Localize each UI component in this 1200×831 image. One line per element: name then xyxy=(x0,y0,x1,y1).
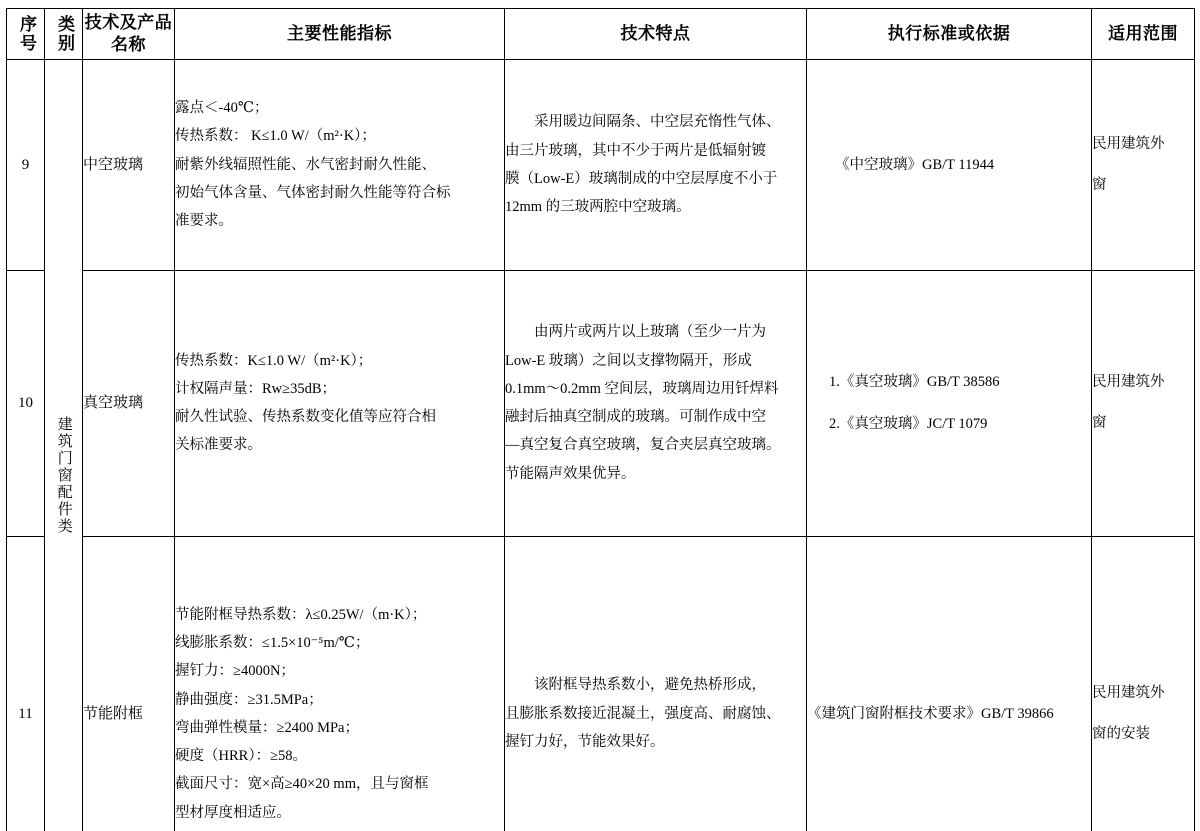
column-header-performance: 主要性能指标 xyxy=(175,9,505,60)
cell-standard xyxy=(807,536,1092,831)
column-header-category: 类别 xyxy=(45,9,83,60)
performance-line: 型材厚度相适应。 xyxy=(175,799,504,827)
cell-scope xyxy=(1092,536,1195,831)
standard-line: 1.《真空玻璃》GB/T 38586 xyxy=(829,368,1091,396)
performance-line: 截面尺寸：宽×高≥40×20 mm，且与窗框 xyxy=(175,770,504,798)
feature-line: 该附框导热系数小，避免热桥形成， xyxy=(505,671,806,699)
cell-scope xyxy=(1092,270,1195,536)
feature-line: 膜（Low-E）玻璃制成的中空层厚度不小于 xyxy=(505,165,806,193)
performance-line: 静曲强度：≥31.5MPa； xyxy=(175,686,504,714)
performance-line: 初始气体含量、气体密封耐久性能等符合标 xyxy=(175,179,504,207)
scope-line: 窗的安装 xyxy=(1092,721,1194,748)
performance-line: 传热系数：K≤1.0 W/（m²·K）； xyxy=(175,347,504,375)
cell-standard xyxy=(807,60,1092,271)
feature-line: 由三片玻璃，其中不少于两片是低辐射镀 xyxy=(505,137,806,165)
specification-table xyxy=(6,8,1195,831)
feature-line: 12mm 的三玻两腔中空玻璃。 xyxy=(505,193,806,221)
scope-line: 窗 xyxy=(1092,410,1194,437)
performance-line: 传热系数： K≤1.0 W/（m²·K）； xyxy=(175,122,504,150)
table-header xyxy=(7,9,1195,60)
performance-line: 耐紫外线辐照性能、水气密封耐久性能、 xyxy=(175,151,504,179)
cell-seq: 10 xyxy=(7,270,45,536)
cell-standard xyxy=(807,270,1092,536)
cell-features xyxy=(505,536,807,831)
cell-scope xyxy=(1092,60,1195,271)
feature-line: 采用暖边间隔条、中空层充惰性气体、 xyxy=(505,108,806,136)
column-header-features: 技术特点 xyxy=(505,9,807,60)
feature-line: 且膨胀系数接近混凝土，强度高、耐腐蚀、 xyxy=(505,700,806,728)
cell-performance xyxy=(175,270,505,536)
cell-performance xyxy=(175,536,505,831)
cell-performance xyxy=(175,60,505,271)
scope-line: 民用建筑外 xyxy=(1092,680,1194,707)
column-header-seq: 序号 xyxy=(7,9,45,60)
performance-line: 节能附框导热系数：λ≤0.25W/（m·K）； xyxy=(175,601,504,629)
table-body xyxy=(7,60,1195,831)
performance-line: 弯曲弹性模量：≥2400 MPa； xyxy=(175,714,504,742)
feature-line: 节能隔声效果优异。 xyxy=(505,460,806,488)
cell-seq: 9 xyxy=(7,60,45,271)
cell-features xyxy=(505,270,807,536)
column-header-scope: 适用范围 xyxy=(1092,9,1195,60)
performance-line: 握钉力：≥4000N； xyxy=(175,657,504,685)
scope-line: 民用建筑外 xyxy=(1092,369,1194,396)
standard-line: 2.《真空玻璃》JC/T 1079 xyxy=(829,410,1091,438)
performance-line: 耐久性试验、传热系数变化值等应符合相 xyxy=(175,403,504,431)
feature-line: 由两片或两片以上玻璃（至少一片为 xyxy=(505,318,806,346)
performance-line: 关标准要求。 xyxy=(175,431,504,459)
feature-line: 0.1mm～0.2mm 空间层，玻璃周边用钎焊料 xyxy=(505,375,806,403)
scope-line: 窗 xyxy=(1092,172,1194,199)
standard-line: 《建筑门窗附框技术要求》GB/T 39866 xyxy=(807,700,1091,728)
cell-category: 建筑门窗配件类 xyxy=(45,60,83,831)
scope-line: 民用建筑外 xyxy=(1092,131,1194,158)
performance-line: 露点＜-40℃； xyxy=(175,94,504,122)
table-row xyxy=(7,270,1195,536)
feature-line: 融封后抽真空制成的玻璃。可制作成中空 xyxy=(505,403,806,431)
column-header-standard: 执行标准或依据 xyxy=(807,9,1092,60)
performance-line: 准要求。 xyxy=(175,207,504,235)
table-header-row xyxy=(7,9,1195,60)
performance-line: 硬度（HRR）：≥58。 xyxy=(175,742,504,770)
cell-seq: 11 xyxy=(7,536,45,831)
feature-line: 握钉力好，节能效果好。 xyxy=(505,728,806,756)
standard-line: 《中空玻璃》GB/T 11944 xyxy=(835,151,1091,179)
column-header-name: 技术及产品名称 xyxy=(83,9,175,60)
table-row xyxy=(7,536,1195,831)
cell-product-name: 节能附框 xyxy=(83,536,175,831)
performance-line: 线膨胀系数：≤1.5×10⁻⁵m/℃； xyxy=(175,629,504,657)
cell-product-name: 真空玻璃 xyxy=(83,270,175,536)
feature-line: —真空复合真空玻璃，复合夹层真空玻璃。 xyxy=(505,431,806,459)
performance-line: 计权隔声量：Rw≥35dB； xyxy=(175,375,504,403)
table-row xyxy=(7,60,1195,271)
feature-line: Low-E 玻璃）之间以支撑物隔开，形成 xyxy=(505,347,806,375)
cell-product-name: 中空玻璃 xyxy=(83,60,175,271)
cell-features xyxy=(505,60,807,271)
